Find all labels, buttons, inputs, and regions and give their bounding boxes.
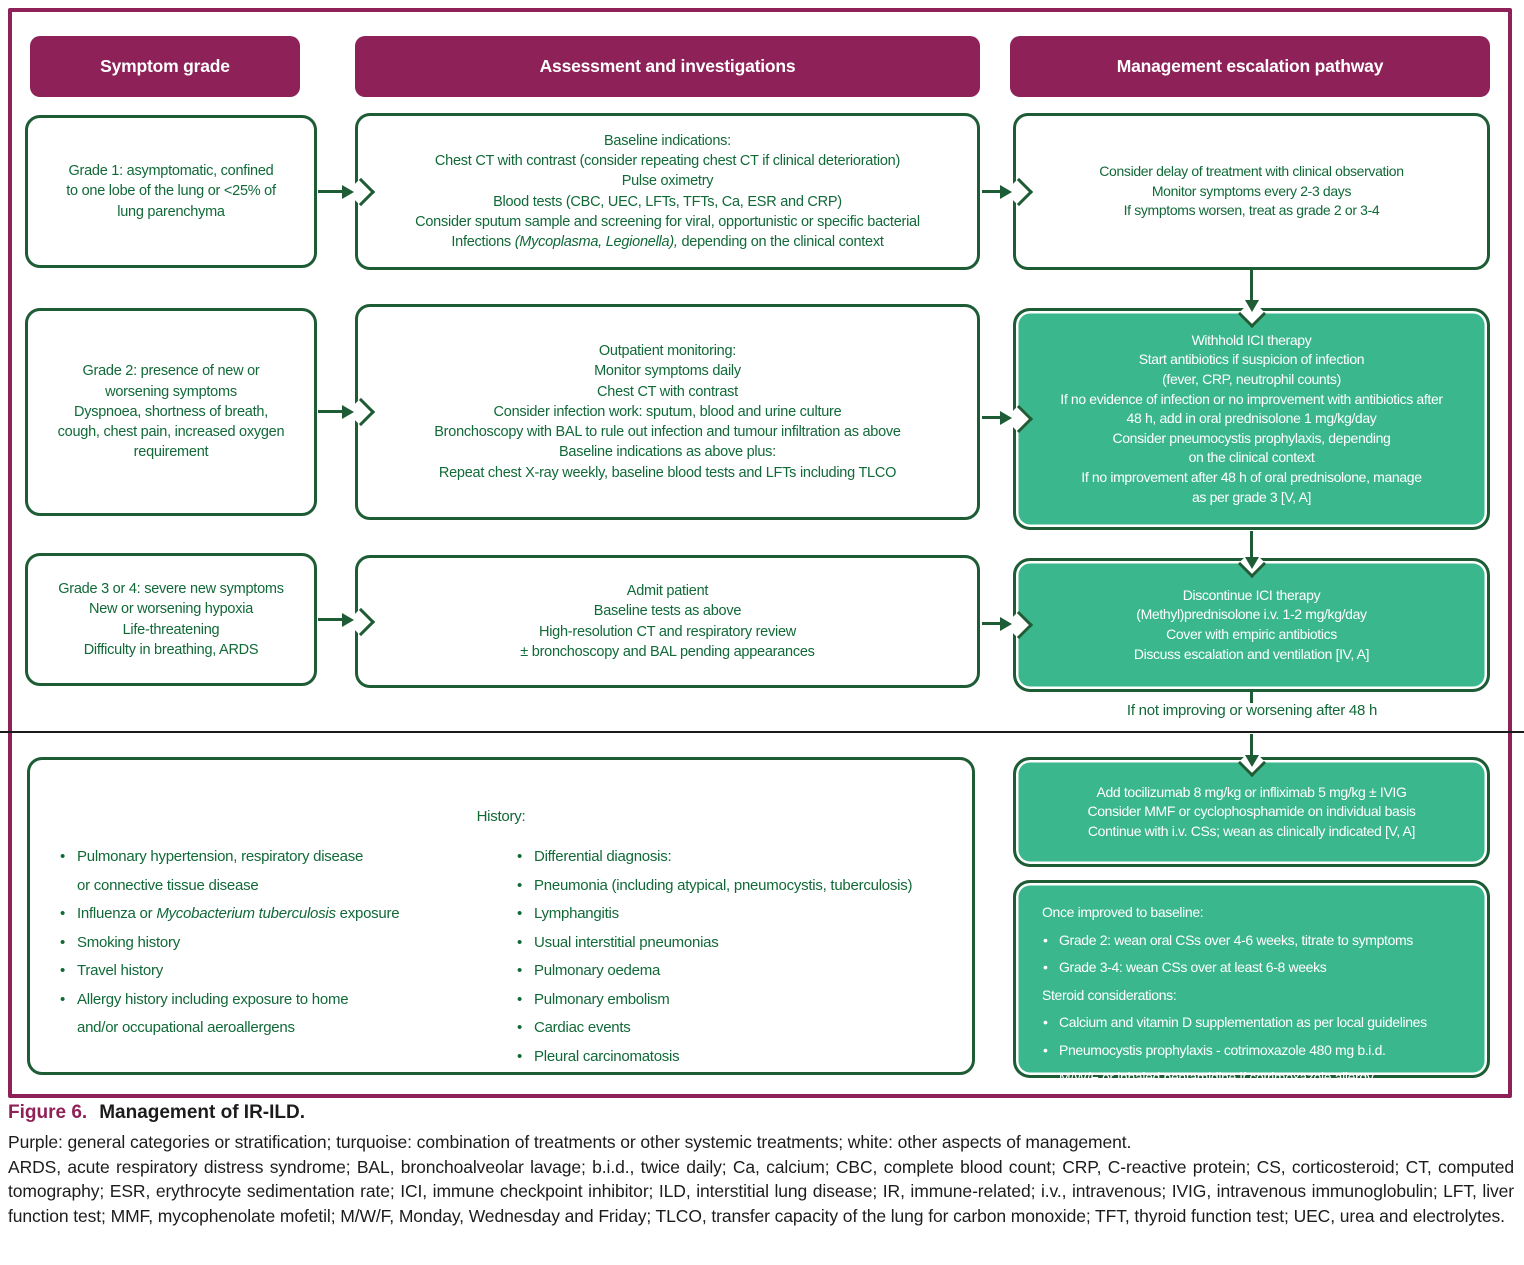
- column-header-symptom-grade: Symptom grade: [30, 36, 300, 97]
- heading-steroid-considerations: Steroid considerations:: [1042, 986, 1177, 1003]
- box-once-improved-baseline: [1013, 880, 1490, 1085]
- figure-caption: [8, 1102, 1514, 1228]
- history-title: History:: [476, 808, 526, 825]
- list-item: • Pleural carcinomatosis: [517, 1043, 967, 1072]
- box-grade-1: [25, 115, 317, 268]
- connector-note-48h: If not improving or worsening after 48 h: [1126, 702, 1378, 719]
- list-item: • Pulmonary hypertension, respiratory disease or connective tissue disease: [60, 843, 412, 900]
- arrow-delay-to-withhold: [1250, 270, 1253, 300]
- influenza-post: exposure: [335, 905, 400, 922]
- list-item: • Grade 2: wean oral CSs over 4-6 weeks, titrate to symptoms: [1042, 927, 1475, 955]
- box-grade-3-4-text: Grade 3 or 4: severe new symptoms New or worsening hypoxia Life-threatening Difficulty in breathing, ARDS: [58, 580, 284, 658]
- box-baseline-indications: [355, 113, 980, 270]
- column-header-assessment-investigations: Assessment and investigations: [355, 36, 980, 97]
- list-item: • Smoking history: [60, 929, 412, 958]
- box-history: [27, 757, 975, 1075]
- infections-text-italic: (Mycoplasma, Legionella),: [514, 234, 678, 251]
- list-item: • Usual interstitial pneumonias: [517, 929, 967, 958]
- list-item: • Calcium and vitamin D supplementation as per local guidelines: [1042, 1009, 1475, 1037]
- arrow-assessment34-to-management: [982, 622, 1000, 625]
- list-item: • Pulmonary embolism: [517, 986, 967, 1015]
- box-consider-delay-treatment: [1013, 113, 1490, 270]
- history-left-list: [60, 843, 412, 1071]
- box-add-tocilizumab: [1013, 757, 1490, 867]
- figure-number-label: Figure 6.: [8, 1102, 88, 1123]
- list-item: • Differential diagnosis:: [517, 843, 967, 872]
- box-baseline-indications-text: Baseline indications: Chest CT with contrast (consider repeating chest CT if clinical deterioration) Pulse oximetry Blood tests (CBC, UEC, LFTs, TFTs, Ca, ESR and CRP) Consider sputum sample and screening for viral, opportunistic or specific bacterial: [415, 132, 920, 230]
- column-header-management-escalation: Management escalation pathway: [1010, 36, 1490, 97]
- infections-text-post: depending on the clinical context: [677, 234, 884, 251]
- caption-title-line: [8, 1102, 1514, 1124]
- caption-abbreviations: ARDS, acute respiratory distress syndrome; BAL, bronchoalveolar lavage; b.i.d., twice daily; Ca, calcium; CBC, complete blood count; CRP, C-reactive protein; CS, corticosteroid; CT, computed tomography; ESR, erythrocyte sedimentation rate; ICI, immune checkpoint inhibitor; ILD, interstitial lung disease; IR, immune-related; i.v., intravenous; IVIG, intravenous immunoglobulin; LFT, liver function test; MMF, mycophenolate mofetil; M/W/F, Monday, Wednesday and Friday; TLCO, transfer capacity of the lung for carbon monoxide; TFT, thyroid function test; UEC, urea and electrolytes.: [8, 1156, 1514, 1226]
- history-columns: [30, 843, 972, 1071]
- box-outpatient-monitoring-text: Outpatient monitoring: Monitor symptoms daily Chest CT with contrast Consider infection work: sputum, blood and urine culture Bronchoscopy with BAL to rule out infection and tumour infiltration as above Baseline indications as above plus: Repeat chest X-ray weekly, baseline blood tests and LFTs including TLCO: [434, 342, 901, 481]
- list-item: • Lymphangitis: [517, 900, 967, 929]
- influenza-pre: Influenza or: [77, 905, 157, 922]
- infections-text-pre: Infections: [451, 234, 515, 251]
- box-withhold-ici-text: Withhold ICI therapy Start antibiotics if suspicion of infection (fever, CRP, neutrophil counts) If no evidence of infection or no improvement with antibiotics after 48 h, add in oral prednisolone 1 mg/kg/day Consider pneumocystis prophylaxis, depending on the clinical context If no improvement after 48 h of oral prednisolone, manage as per grade 3 [V, A]: [1060, 331, 1443, 505]
- arrow-grade1-to-assessment: [318, 190, 342, 193]
- box-consider-delay-text: Consider delay of treatment with clinical observation Monitor symptoms every 2-3 days If symptoms worsen, treat as grade 2 or 3-4: [1099, 163, 1404, 219]
- influenza-italic: Mycobacterium tuberculosis: [156, 905, 336, 922]
- list-item: • Pneumonia (including atypical, pneumocystis, tuberculosis): [517, 872, 967, 901]
- box-once-improved-content: [1016, 883, 1487, 1092]
- arrow-withhold-to-discontinue: [1250, 531, 1253, 557]
- arrow-grade2-to-assessment: [318, 410, 342, 413]
- heading-once-improved: Once improved to baseline:: [1042, 904, 1204, 920]
- arrow-note-to-tocilizumab: [1250, 734, 1253, 755]
- list-item: • Pneumocystis prophylaxis - cotrimoxazole 480 mg b.i.d. M/W/F or inhaled pentamidine if cotrimoxazole allergy: [1042, 1037, 1475, 1092]
- box-outpatient-monitoring: [355, 304, 980, 520]
- list-item: [60, 900, 412, 929]
- list-item: • Travel history: [60, 957, 412, 986]
- caption-color-legend: Purple: general categories or stratification; turquoise: combination of treatments or other systemic treatments; white: other aspects of management.: [8, 1132, 1132, 1152]
- list-item: • Grade 3-4: wean CSs over at least 6-8 weeks: [1042, 954, 1475, 982]
- box-discontinue-ici-text: Discontinue ICI therapy (Methyl)prednisolone i.v. 1-2 mg/kg/day Cover with empiric antibiotics Discuss escalation and ventilation [IV, A]: [1133, 586, 1370, 662]
- arrow-grade34-to-assessment: [318, 618, 342, 621]
- arrow-assessment2-to-management: [982, 416, 1000, 419]
- box-add-tocilizumab-text: Add tocilizumab 8 mg/kg or infliximab 5 mg/kg ± IVIG Consider MMF or cyclophosphamide on individual basis Continue with i.v. CSs; wean as clinically indicated [V, A]: [1087, 783, 1416, 839]
- arrow-assessment1-to-management: [982, 190, 1000, 193]
- list-item: • Cardiac events: [517, 1014, 967, 1043]
- box-grade-2-text: Grade 2: presence of new or worsening symptoms Dyspnoea, shortness of breath, cough, chest pain, increased oxygen requirement: [57, 363, 285, 461]
- box-grade-3-4: [25, 553, 317, 686]
- list-item: • Pulmonary oedema: [517, 957, 967, 986]
- box-grade-1-text: Grade 1: asymptomatic, confined to one lobe of the lung or <25% of lung parenchyma: [66, 163, 276, 220]
- box-baseline-infections-line: [451, 232, 883, 252]
- box-withhold-ici-therapy: [1013, 308, 1490, 530]
- history-right-list: [517, 843, 967, 1071]
- box-admit-patient-text: Admit patient Baseline tests as above High-resolution CT and respiratory review ± bronchoscopy and BAL pending appearances: [520, 582, 815, 660]
- box-grade-2: [25, 308, 317, 516]
- section-divider-line: [0, 731, 1524, 733]
- list-item: • Allergy history including exposure to home and/or occupational aeroallergens: [60, 986, 412, 1043]
- box-discontinue-ici-therapy: [1013, 558, 1490, 692]
- figure-title: Management of IR-ILD.: [99, 1102, 306, 1123]
- box-admit-patient: [355, 555, 980, 688]
